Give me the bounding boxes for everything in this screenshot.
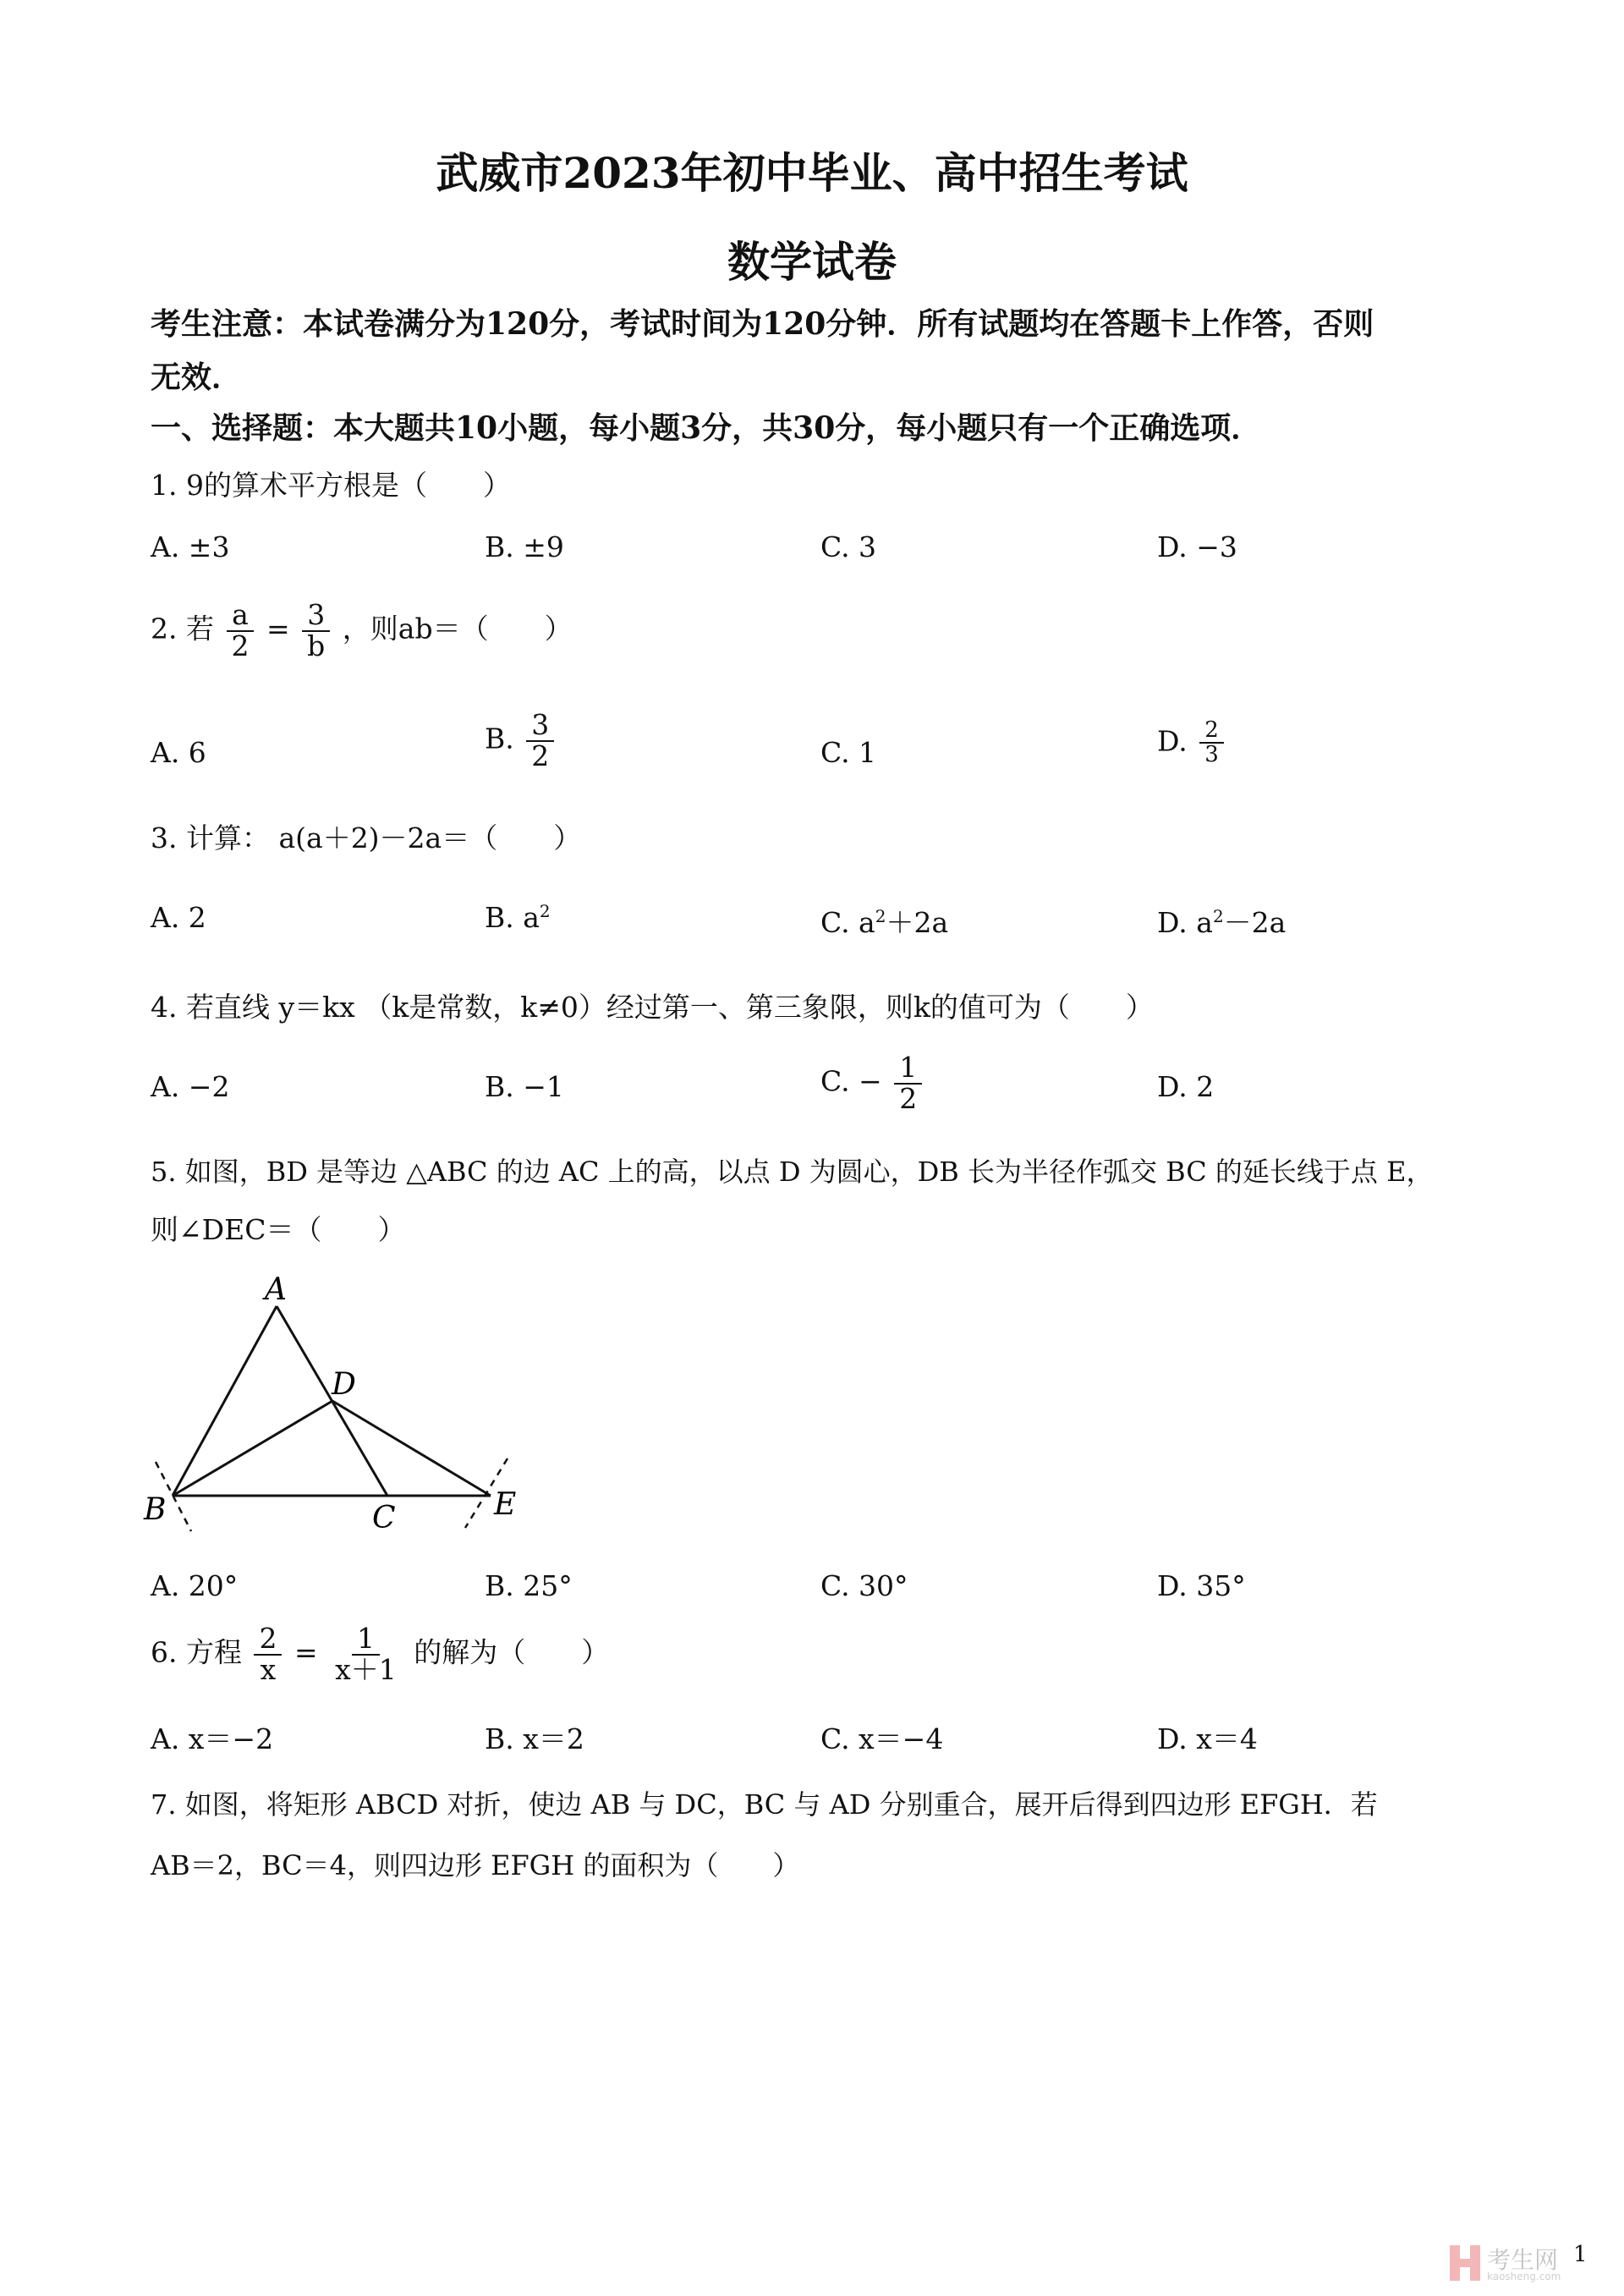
q4-option-d: D. 2 — [1157, 1070, 1215, 1103]
q6-option-c: C. x＝−4 — [820, 1722, 944, 1755]
q3-option-a: A. 2 — [151, 901, 206, 934]
q4-option-b: B. −1 — [485, 1070, 564, 1103]
page-title: 武威市2023年初中毕业、高中招生考试 — [436, 148, 1188, 198]
watermark-subtext: kaosheng.com — [1487, 2271, 1561, 2282]
label-a: A — [265, 1272, 287, 1307]
q6-option-d: D. x＝4 — [1157, 1722, 1258, 1755]
question-3-stem: 3. 计算： a(a＋2)－2a＝（ ） — [151, 821, 582, 854]
q3-option-c: C. $a^2+2a$ — [820, 906, 949, 939]
q3-option-d: D. $a^2-2a$ — [1157, 906, 1287, 939]
q1-option-c: C. 3 — [820, 530, 877, 563]
q4-option-a: A. −2 — [151, 1070, 230, 1103]
q2-option-d: D. $\frac{2}{3}$ — [1157, 719, 1227, 767]
watermark-logo-icon — [1448, 2244, 1482, 2282]
q2-suffix: ，则ab＝（ ） — [342, 612, 573, 645]
page-number: 1 — [1573, 2242, 1588, 2267]
side-ab — [173, 1306, 277, 1496]
notice-line-2: 无效． — [151, 360, 243, 395]
question-6-stem: 6. 方程 $\frac{2}{x}$ = $\frac{1}{x+1}$ 的解为（ ） — [151, 1622, 610, 1686]
label-d: D — [332, 1367, 356, 1402]
label-c: C — [372, 1501, 396, 1535]
watermark — [1448, 2242, 1575, 2286]
q2-option-b: B. $\frac{3}{2}$ — [485, 711, 557, 771]
segment-bd — [173, 1401, 332, 1496]
q5-option-c: C. 30° — [820, 1569, 908, 1602]
q2-option-a: A. 6 — [151, 736, 206, 769]
q2-fraction-a-over-2: $\frac{a}{2}$ — [226, 601, 254, 661]
q2-option-c: C. 1 — [820, 736, 877, 769]
q1-option-a: A. ±3 — [151, 530, 230, 563]
section-heading: 一、选择题：本大题共10小题，每小题3分，共30分，每小题只有一个正确选项． — [151, 410, 1262, 446]
q5-option-d: D. 35° — [1157, 1569, 1246, 1602]
q5-option-b: B. 25° — [485, 1569, 573, 1602]
q3-option-b: B. $a^2$ — [485, 901, 551, 934]
question-4-stem: 4. 若直线 y＝kx （k是常数，k≠0）经过第一、第三象限，则k的值可为（ ） — [151, 991, 1154, 1024]
q6-option-b: B. x＝2 — [485, 1722, 584, 1755]
q5-option-a: A. 20° — [151, 1569, 239, 1602]
label-b: B — [144, 1492, 167, 1527]
watermark-text: 考生网 — [1487, 2246, 1559, 2274]
question-7-stem-line-1: 7. 如图，将矩形 ABCD 对折，使边 AB 与 DC，BC 与 AD 分别重合，展开后得到四边形 EFGH．若 — [151, 1788, 1378, 1821]
triangle-figure — [135, 1269, 541, 1548]
segment-de — [332, 1401, 491, 1496]
q2-fraction-3-over-b: $\frac{3}{b}$ — [302, 601, 330, 661]
label-e: E — [494, 1487, 517, 1522]
q4-option-c: C. − $\frac{1}{2}$ — [820, 1053, 925, 1113]
q1-option-b: B. ±9 — [485, 530, 564, 563]
q2-equals: = — [266, 612, 290, 645]
question-1-stem: 1. 9的算术平方根是（ ） — [151, 469, 511, 502]
notice-line-1: 考生注意：本试卷满分为120分，考试时间为120分钟．所有试题均在答题卡上作答，否则 — [151, 306, 1374, 342]
q1-option-d: D. −3 — [1157, 530, 1237, 563]
question-5-stem-line-1: 5. 如图，BD 是等边 △ABC 的边 AC 上的高，以点 D 为圆心，DB 长为半径作弧交 BC 的延长线于点 E， — [151, 1156, 1434, 1188]
question-5-stem-line-2: 则∠DEC＝（ ） — [151, 1213, 406, 1246]
q6-option-a: A. x＝−2 — [151, 1722, 274, 1755]
triangle-diagram — [135, 1269, 541, 1548]
page-subtitle: 数学试卷 — [727, 237, 897, 287]
question-2-stem — [151, 598, 573, 662]
question-7-stem-line-2: AB＝2，BC＝4，则四边形 EFGH 的面积为（ ） — [151, 1849, 800, 1881]
q2-prefix: 2. 若 — [151, 612, 214, 645]
